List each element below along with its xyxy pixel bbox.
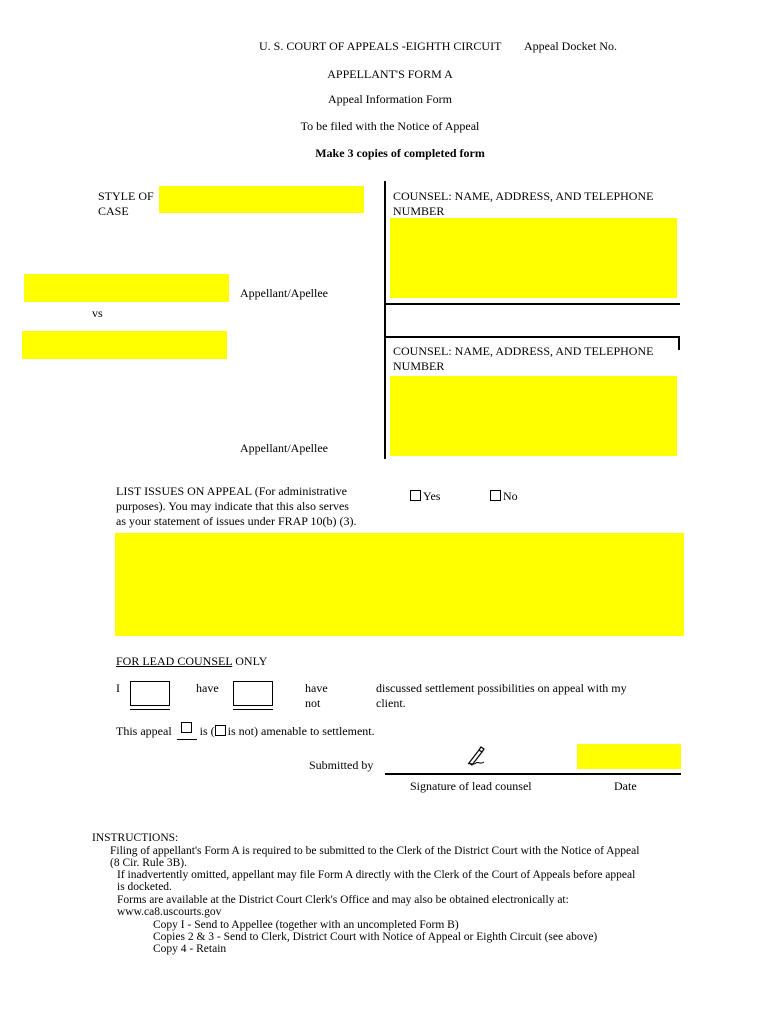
- is-checkbox[interactable]: [181, 722, 192, 733]
- no-checkbox[interactable]: [490, 490, 501, 501]
- counsel1-label-line1: COUNSEL: NAME, ADDRESS, AND TELEPHONE: [393, 189, 654, 203]
- counsel1-bottom-line: [384, 303, 680, 305]
- have-label: have: [196, 681, 219, 695]
- signature-line[interactable]: [385, 773, 681, 775]
- discussed-text: [376, 681, 627, 711]
- instructions-line3: If inadvertently omitted, appellant may file Form A directly with the Clerk of the Court of Appeals before appeal: [117, 869, 636, 881]
- settlement-prefix: This appeal: [116, 724, 172, 738]
- counsel2-label: [393, 344, 653, 374]
- vs-label: vs: [92, 306, 103, 320]
- issues-line2: purposes). You may indicate that this also serves: [116, 499, 349, 513]
- yes-label: Yes: [423, 489, 441, 503]
- counsel2-top-line: [384, 336, 680, 338]
- counsel2-field[interactable]: [390, 376, 677, 456]
- have-not-checkbox[interactable]: [233, 681, 273, 706]
- copies-note: Make 3 copies of completed form: [315, 146, 485, 160]
- have-not-line2: not: [305, 696, 321, 710]
- form-name: APPELLANT'S FORM A: [327, 67, 453, 81]
- instructions-line5: Forms are available at the District Court Clerk's Office and may also be obtained electronically at:: [117, 894, 569, 906]
- issues-label: [116, 484, 357, 529]
- no-option[interactable]: [490, 489, 518, 504]
- have-not-line1: have: [305, 681, 328, 695]
- counsel1-field[interactable]: [390, 218, 677, 298]
- party2-name-field[interactable]: [22, 331, 227, 359]
- instructions-line4: is docketed.: [117, 881, 172, 893]
- date-field[interactable]: [577, 744, 681, 769]
- party1-name-field[interactable]: [24, 274, 229, 302]
- have-not-underline: [233, 709, 273, 710]
- lead-counsel-rest: ONLY: [232, 654, 268, 668]
- settlement-statement: [116, 722, 375, 740]
- style-label-line1: STYLE OF: [98, 189, 154, 203]
- form-subtitle: Appeal Information Form: [328, 92, 452, 106]
- signature-label: Signature of lead counsel: [410, 779, 532, 793]
- settlement-is-not: is not) amenable to settlement.: [227, 724, 375, 738]
- submitted-by-label: Submitted by: [309, 758, 374, 772]
- lead-counsel-underlined: FOR LEAD COUNSEL: [116, 654, 233, 668]
- issues-line3: as your statement of issues under FRAP 10(b) (3).: [116, 514, 357, 528]
- docket-label: Appeal Docket No.: [524, 39, 617, 53]
- style-of-case-field[interactable]: [159, 186, 364, 213]
- lead-counsel-heading: [116, 654, 267, 669]
- counsel-divider-line: [384, 181, 386, 459]
- settlement-is: is (: [199, 724, 215, 738]
- instructions-heading: INSTRUCTIONS:: [92, 832, 179, 844]
- is-option[interactable]: [177, 722, 197, 740]
- pen-signature-icon: [466, 745, 486, 767]
- no-label: No: [503, 489, 518, 503]
- style-of-case-label: [98, 189, 154, 219]
- counsel1-label-line2: NUMBER: [393, 204, 445, 218]
- issues-field[interactable]: [115, 533, 684, 636]
- instructions-copy4: Copy 4 - Retain: [153, 943, 227, 955]
- discussed-line1: discussed settlement possibilities on appeal with my: [376, 681, 627, 695]
- have-underline: [130, 709, 170, 710]
- yes-checkbox[interactable]: [410, 490, 421, 501]
- instructions-copy2-3: Copies 2 & 3 - Send to Clerk, District Court with Notice of Appeal or Eighth Circuit (see above): [153, 931, 598, 943]
- counsel1-label: [393, 189, 653, 219]
- is-not-checkbox[interactable]: [215, 725, 226, 736]
- filing-note: To be filed with the Notice of Appeal: [300, 119, 480, 133]
- party1-role: Appellant/Apellee: [240, 286, 328, 300]
- yes-option[interactable]: [410, 489, 440, 504]
- issues-line1: LIST ISSUES ON APPEAL (For administrative: [116, 484, 348, 498]
- party2-role: Appellant/Apellee: [240, 441, 328, 455]
- date-label: Date: [614, 779, 637, 793]
- instructions-link[interactable]: www.ca8.uscourts.gov: [117, 906, 222, 918]
- instructions-copy1: Copy I - Send to Appellee (together with an uncompleted Form B): [153, 919, 459, 931]
- instructions-line2: (8 Cir. Rule 3B).: [110, 857, 187, 869]
- have-checkbox[interactable]: [130, 681, 170, 706]
- instructions-line1: Filing of appellant's Form A is required to be submitted to the Clerk of the District Court with the Notice of Appeal: [110, 845, 640, 857]
- i-label: I: [116, 681, 120, 695]
- style-label-line2: CASE: [98, 204, 129, 218]
- counsel2-right-line: [678, 336, 680, 350]
- counsel2-label-line2: NUMBER: [393, 359, 445, 373]
- counsel2-label-line1: COUNSEL: NAME, ADDRESS, AND TELEPHONE: [393, 344, 654, 358]
- discussed-line2: client.: [376, 696, 406, 710]
- court-title: U. S. COURT OF APPEALS -EIGHTH CIRCUIT: [259, 39, 502, 53]
- have-not-label: [305, 681, 328, 711]
